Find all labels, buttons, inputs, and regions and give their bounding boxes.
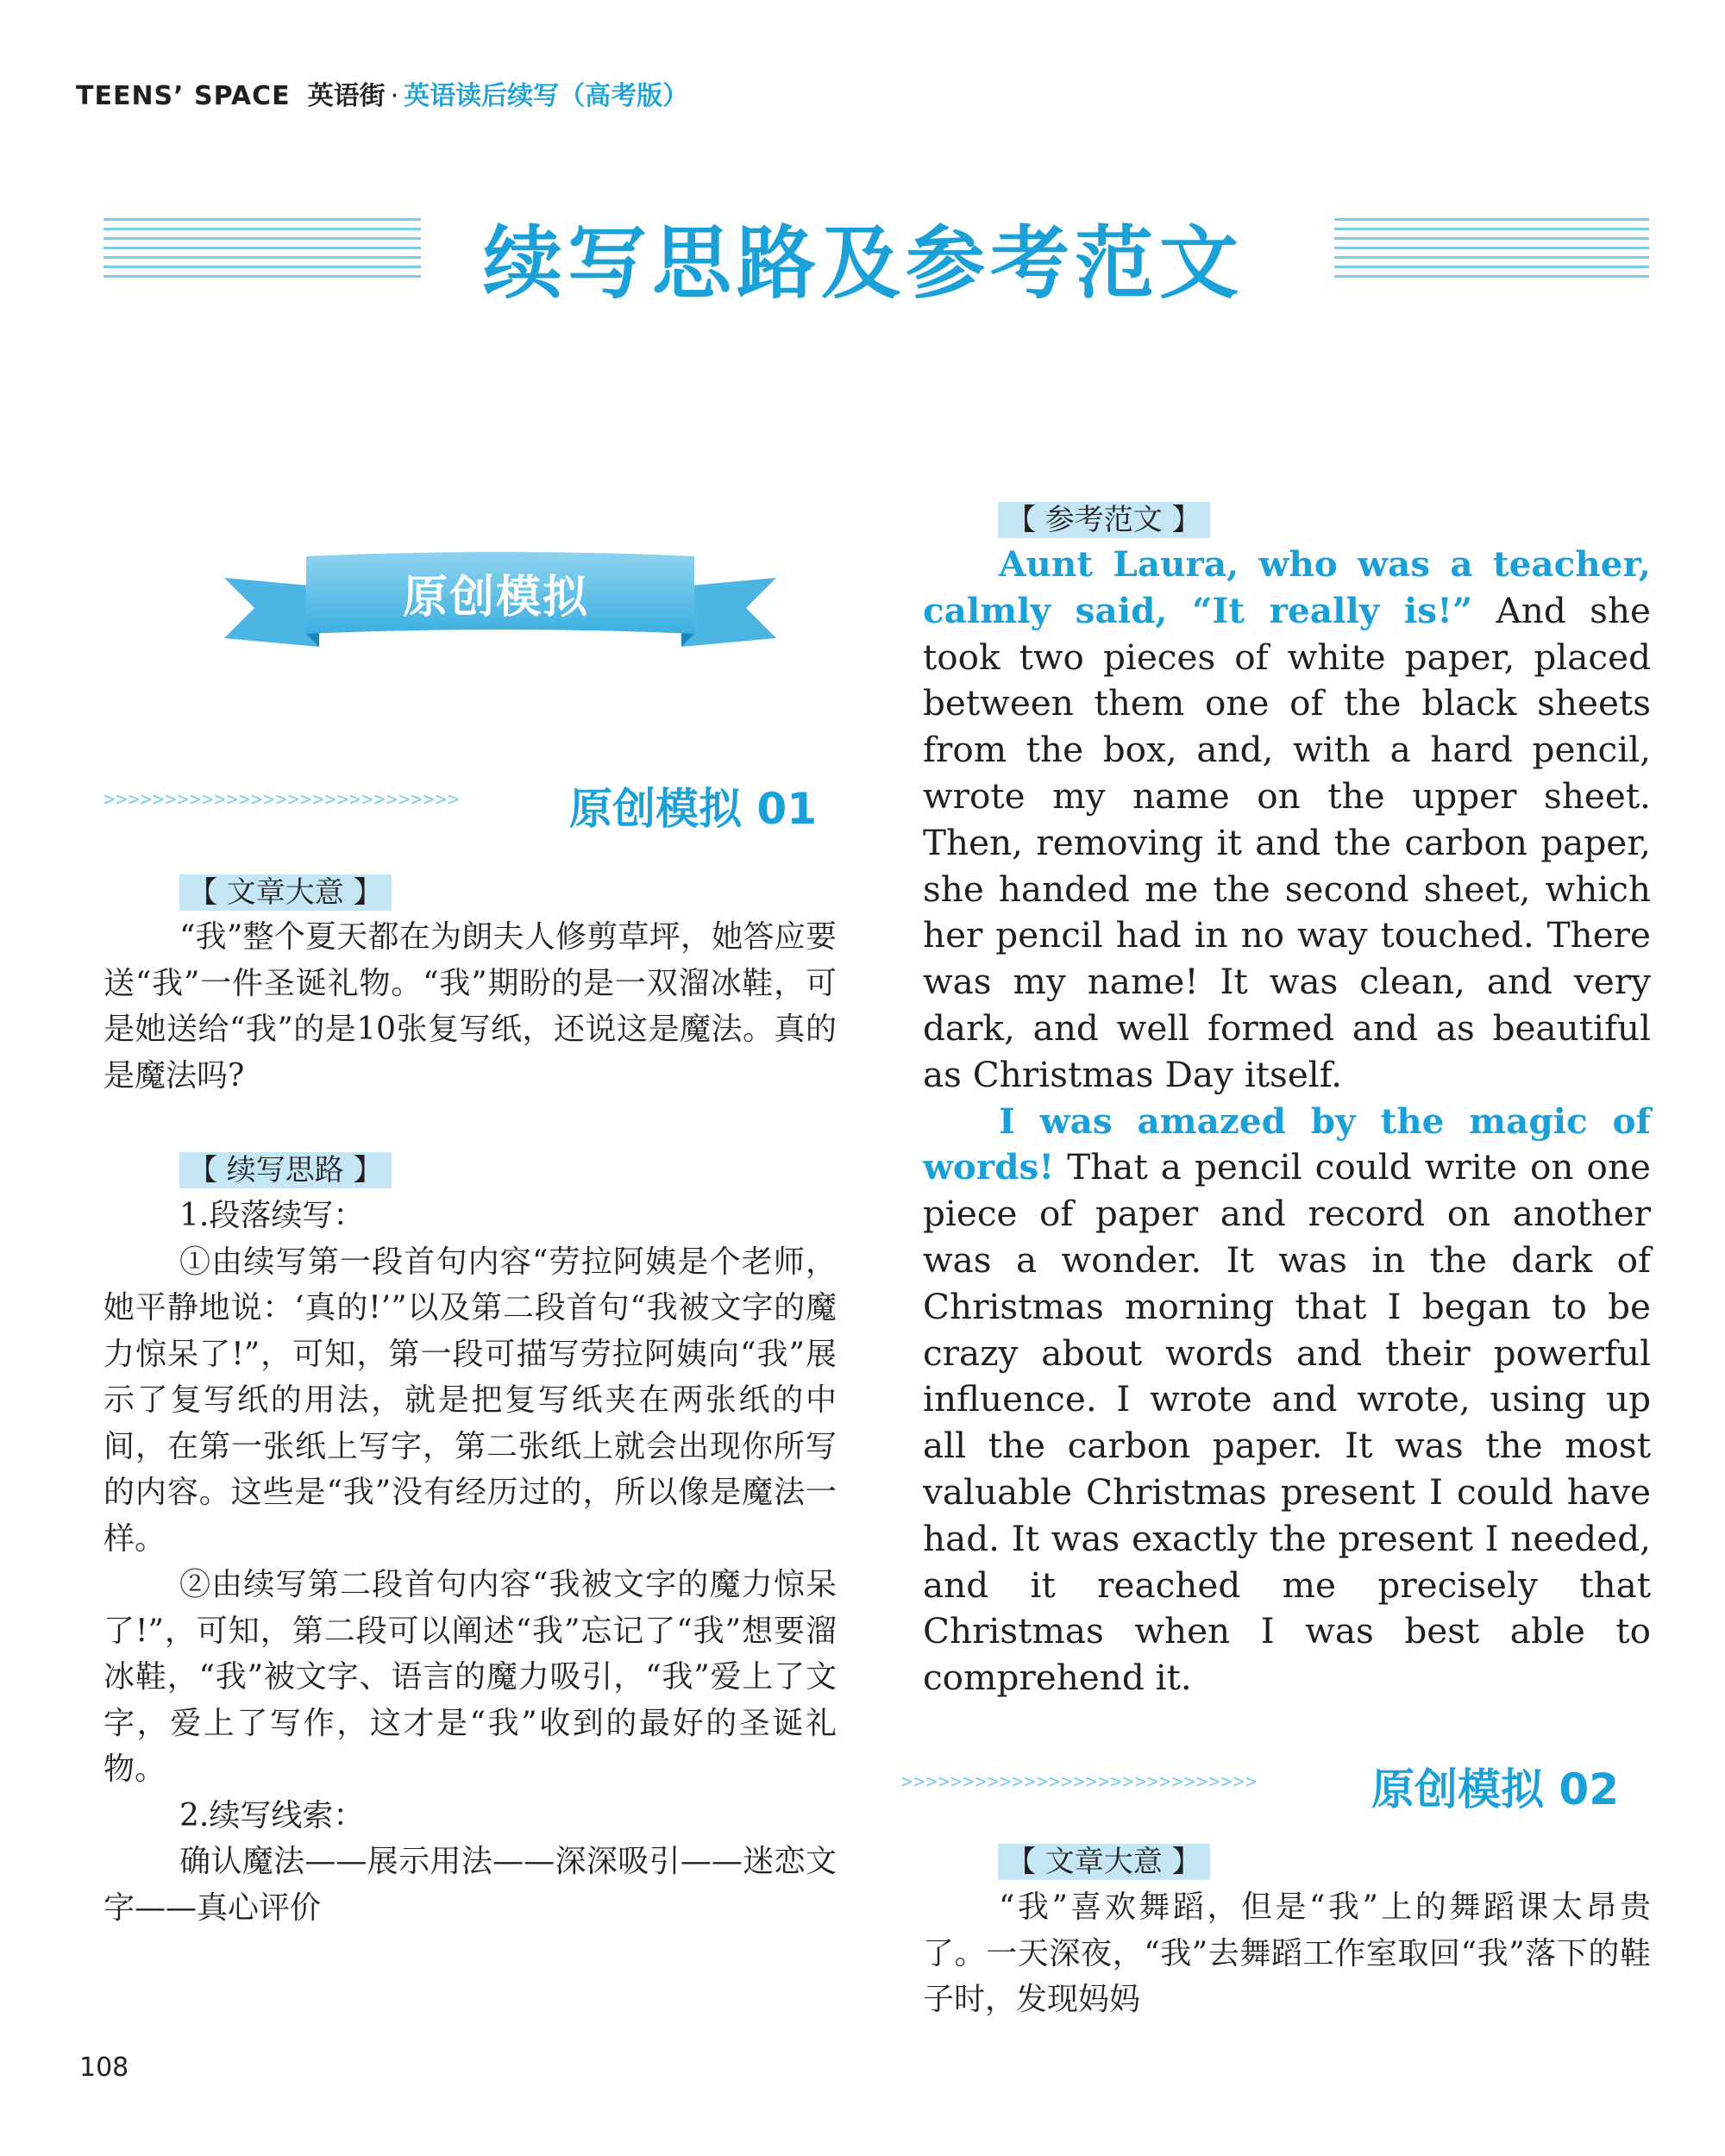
summary-tag: 【 文章大意 】 (998, 1844, 1210, 1880)
essay-lead-1: Aunt Laura, who was a teacher, calmly said, “It really is!” (923, 543, 1651, 631)
essay-paragraph-1 (923, 542, 1651, 1099)
page-title: 续写思路及参考范文 (483, 217, 1245, 310)
essay-paragraph-2 (923, 1099, 1651, 1702)
running-header (76, 74, 688, 112)
section-chevrons: >>>>>>>>>>>>>>>>>>>>>>>>>>>>> (104, 789, 461, 811)
magazine-brand: TEENS’ SPACE (76, 81, 291, 111)
essay-lead-2: I was amazed by the magic of words! (923, 1100, 1651, 1188)
approach-tag: 【 续写思路 】 (179, 1152, 392, 1188)
essay-body-2: That a pencil could write on one piece of paper and record on another was a wonder. It was in the dark of Christmas morning that I began to be crazy about words and their powerful influence. I wrote and wrote, using up all the carbon paper. It was the most valuable Christmas present I could have had. It was exactly the present I needed, and it reached me precisely that Christmas when I was best able to comprehend it. (923, 1146, 1651, 1699)
approach-paragraph-1: ①由续写第一段首句内容“劳拉阿姨是个老师，她平静地说：‘真的!’”以及第二段首句“我被文字的魔力惊呆了!”，可知，第一段可描写劳拉阿姨向“我”展示了复写纸的用法，就是把复写纸夹在两张纸的中间，在第一张纸上写字，第二张纸上就会出现你所写的内容。这些是“我”没有经历过的，所以像是魔法一样。 (104, 1244, 837, 1557)
summary-paragraph: “我”整个夏天都在为朗夫人修剪草坪，她答应要送“我”一件圣诞礼物。“我”期盼的是一双溜冰鞋，可是她送给“我”的是10张复写纸，还说这是魔法。真的是魔法吗? (104, 919, 837, 1094)
approach-clues: 确认魔法——展示用法——深深吸引——迷恋文字——真心评价 (104, 1844, 837, 1926)
approach-text (104, 1193, 837, 1931)
title-decoration-right (1334, 218, 1649, 285)
summary-text (104, 914, 837, 1099)
title-decoration-left (104, 218, 421, 285)
series-name: 英语街 (307, 81, 386, 111)
essay-body-1: And she took two pieces of white paper, placed between them one of the black sheets from the box, and, with a hard pencil, wrote my name on the upper sheet. Then, removing it and the carbon paper, she handed me the second sheet, which her pencil had in no way touched. There was my name! It was clean, and very dark, and well formed and as beautiful as Christmas Day itself. (923, 589, 1651, 1095)
section-chevrons: >>>>>>>>>>>>>>>>>>>>>>>>>>>>> (901, 1771, 1258, 1793)
ribbon-label: 原创模拟 (402, 572, 589, 624)
summary-text (923, 1884, 1651, 2023)
header-separator: · (390, 81, 399, 111)
approach-paragraph-2: ②由续写第二段首句内容“我被文字的魔力惊呆了!”，可知，第二段可以阐述“我”忘记了“我”想要溜冰鞋，“我”被文字、语言的魔力吸引，“我”爱上了文字，爱上了写作，这才是“我”收到的最好的圣诞礼物。 (104, 1567, 837, 1787)
approach-heading-1: 1.段落续写： (179, 1198, 365, 1233)
approach-heading-2: 2.续写线索： (179, 1797, 365, 1833)
book-title: 英语读后续写（高考版） (404, 81, 689, 111)
section-title: 原创模拟 02 (1371, 1764, 1619, 1814)
summary-paragraph: “我”喜欢舞蹈，但是“我”上的舞蹈课太昂贵了。一天深夜，“我”去舞蹈工作室取回“我”落下的鞋子时，发现妈妈 (923, 1890, 1651, 2017)
summary-tag: 【 文章大意 】 (179, 874, 392, 911)
reference-essay (923, 542, 1651, 1702)
reference-tag: 【 参考范文 】 (998, 502, 1210, 538)
page-number: 108 (79, 2053, 129, 2083)
section-title: 原创模拟 01 (569, 784, 817, 834)
